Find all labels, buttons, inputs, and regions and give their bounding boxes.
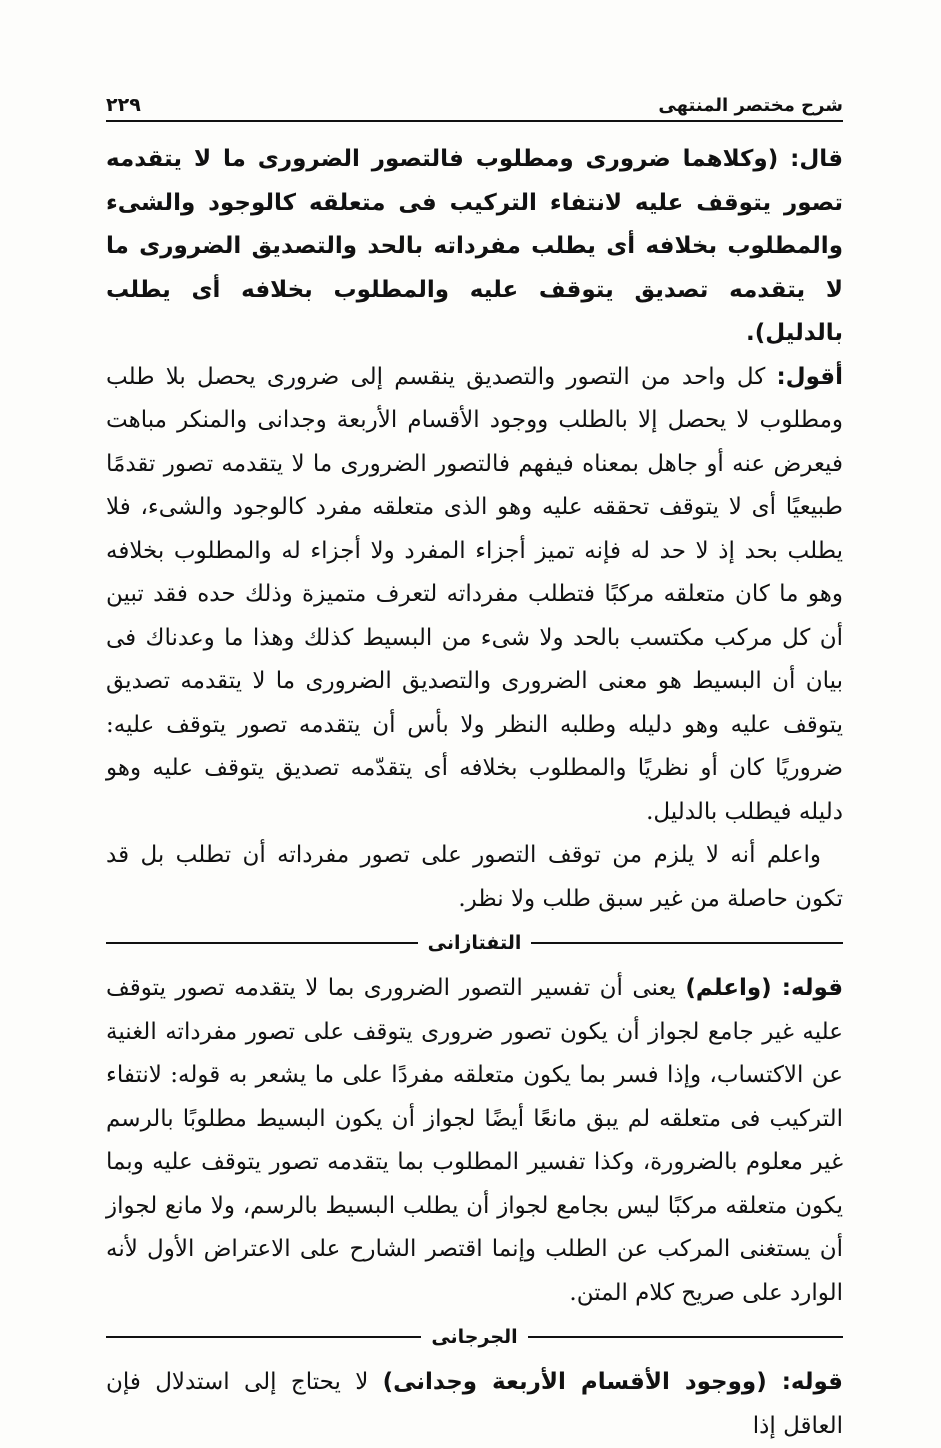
note-paragraph: واعلم أنه لا يلزم من توقف التصور على تصور مفرداته أن تطلب بل قد تكون حاصلة من غير سبق طلب ولا نظر. <box>106 842 843 912</box>
section-divider-taftazani <box>106 923 843 963</box>
divider-line <box>106 942 418 944</box>
jurjani-lead: قوله: (ووجود الأقسام الأربعة وجدانى) <box>382 1369 843 1395</box>
taftazani-paragraph <box>106 967 843 1315</box>
commentary-lead: أقول: <box>776 363 843 390</box>
section-title-taftazani: التفتازانى <box>427 932 522 954</box>
divider-line <box>528 1336 843 1338</box>
jurjani-text: لا يحتاج إلى استدلال فإن العاقل إذا <box>106 1369 843 1439</box>
section-title-jurjani: الجرجانى <box>431 1326 518 1348</box>
running-title: شرح مختصر المنتهى <box>658 95 843 116</box>
divider-line <box>531 942 843 944</box>
matn-quote-paragraph: قال: (وكلاهما ضرورى ومطلوب فالتصور الضرورى ما لا يتقدمه تصور يتوقف عليه لانتفاء التركيب فى متعلقه كالوجود والشىء والمطلوب بخلافه أى يطلب مفرداته بالحد والتصديق الضرورى ما لا يتقدمه تصديق يتوقف عليه والمطلوب بخلافه أى يطلب بالدليل). <box>106 146 843 346</box>
taftazani-text: يعنى أن تفسير التصور الضرورى بما لا يتقدمه تصور يتوقف عليه غير جامع لجواز أن يكون تصور ضرورى يتوقف على تصور مفرداته الغنية عن الاكتساب، وإذا فسر بما يكون متعلقه مفردًا على ما يشعر به قوله: لانتفاء التركيب فى متعلقه لم يبق مانعًا أيضًا لجواز أن يكون البسيط مطلوبًا بالرسم غير معلوم بالضرورة، وكذا تفسير المطلوب بما يتقدمه تصور يتوقف عليه وبما يكون متعلقه مركبًا ليس بجامع لجواز أن يطلب البسيط بالرسم، ولا مانع لجواز أن يستغنى المركب عن الطلب وإنما اقتصر الشارح على الاعتراض الأول لأنه الوارد على صريح كلام المتن. <box>106 975 843 1306</box>
commentary-paragraph <box>106 356 843 835</box>
section-divider-jurjani <box>106 1317 843 1357</box>
taftazani-lead: قوله: (واعلم) <box>685 975 844 1001</box>
divider-line <box>106 1336 421 1338</box>
page-body <box>106 138 843 1448</box>
commentary-text: كل واحد من التصور والتصديق ينقسم إلى ضرورى يحصل بلا طلب ومطلوب لا يحصل إلا بالطلب ووجود الأقسام الأربعة وجدانى والمنكر مباهت فيعرض عنه أو جاهل بمعناه فيفهم فالتصور الضرورى ما لا يتقدمه تصور تقدمًا طبيعيًا أى لا يتوقف تحققه عليه وهو الذى متعلقه مفرد كالوجود والشىء، فلا يطلب بحد إذ لا حد له فإنه تميز أجزاء المفرد ولا أجزاء له والمطلوب بخلافه وهو ما كان متعلقه مركبًا فتطلب مفرداته لتعرف متميزة وذلك حده فقد تبين أن كل مركب مكتسب بالحد ولا شىء من البسيط كذلك وهذا ما وعدناك فى بيان أن البسيط هو معنى الضرورى والتصديق الضرورى ما لا يتقدمه تصديق يتوقف عليه وهو دليله وطلبه النظر ولا بأس أن يتقدمه تصور يتوقف عليه: ضروريًا كان أو نظريًا والمطلوب بخلافه أى يتقدّمه تصديق يتوقف عليه وهو دليله فيطلب بالدليل. <box>106 363 843 825</box>
page-header <box>106 88 843 122</box>
page-number: ٢٢٩ <box>106 94 141 116</box>
jurjani-paragraph <box>106 1361 843 1448</box>
